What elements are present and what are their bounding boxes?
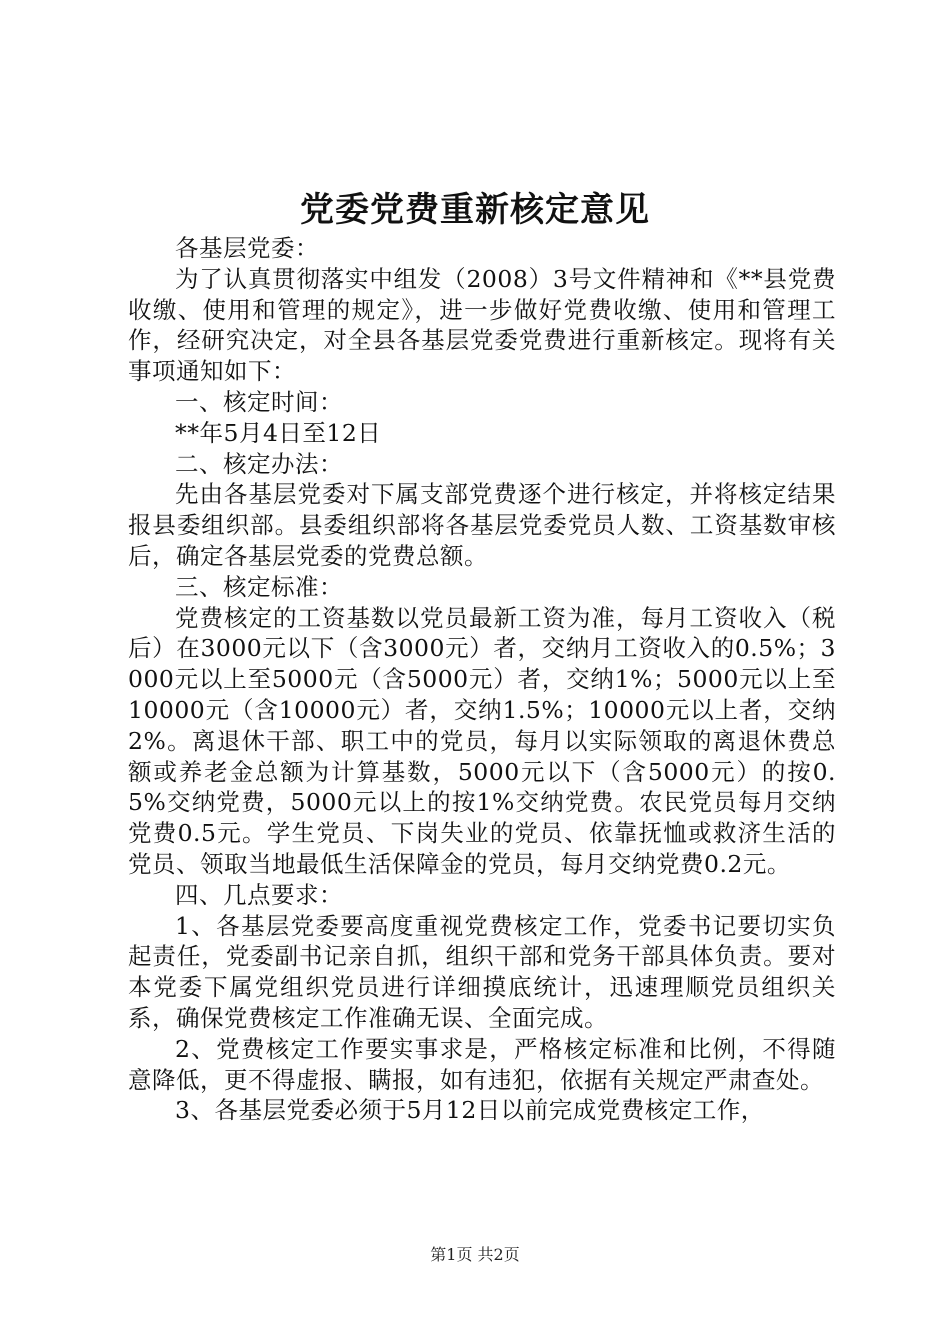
intro-paragraph: 为了认真贯彻落实中组发（2008）3号文件精神和《**县党费收缴、使用和管理的规定》，进一步做好党费收缴、使用和管理工作，经研究决定，对全县各基层党委党费进行重新核定。现将有关事项通知如下： <box>128 264 836 386</box>
requirement-item-2: 2、党费核定工作要实事求是，严格核定标准和比例，不得随意降低，更不得虚报、瞒报，如有违犯，依据有关规定严肃查处。 <box>128 1034 836 1094</box>
time-value: **年5月4日至12日 <box>175 418 382 447</box>
standard-paragraph: 党费核定的工资基数以党员最新工资为准，每月工资收入（税后）在3000元以下（含3000元）者，交纳月工资收入的0.5%；3000元以上至5000元（含5000元）者，交纳1%；5000元以上至10000元（含10000元）者，交纳1.5%；10000元以上者，交纳2%。离退休干部、职工中的党员，每月以实际领取的离退休费总额或养老金总额为计算基数，5000元以下（含5000元）的按0.5%交纳党费，5000元以上的按1%交纳党费。农民党员每月交纳党费0.5元。学生党员、下岗失业的党员、依靠抚恤或救济生活的党员、领取当地最低生活保障金的党员，每月交纳党费0.2元。 <box>128 603 836 878</box>
document-body <box>128 233 836 1126</box>
section-heading-time: 一、核定时间： <box>175 387 343 416</box>
page-footer: 第1页 共2页 <box>430 1245 520 1264</box>
method-paragraph: 先由各基层党委对下属支部党费逐个进行核定，并将核定结果报县委组织部。县委组织部将各基层党委党员人数、工资基数审核后，确定各基层党委的党费总额。 <box>128 480 836 570</box>
salutation: 各基层党委： <box>175 234 319 262</box>
document-title: 党委党费重新核定意见 <box>300 190 650 230</box>
section-heading-standard: 三、核定标准： <box>175 572 343 601</box>
section-heading-requirements: 四、几点要求： <box>175 880 343 909</box>
requirement-item-1: 1、各基层党委要高度重视党费核定工作，党委书记要切实负起责任，党委副书记亲自抓，组织干部和党务干部具体负责。要对本党委下属党组织党员进行详细摸底统计，迅速理顺党员组织关系，确保党费核定工作准确无误、全面完成。 <box>128 911 836 1032</box>
section-heading-method: 二、核定办法： <box>175 449 343 478</box>
requirement-item-3: 3、各基层党委必须于5月12日以前完成党费核定工作， <box>175 1096 765 1125</box>
